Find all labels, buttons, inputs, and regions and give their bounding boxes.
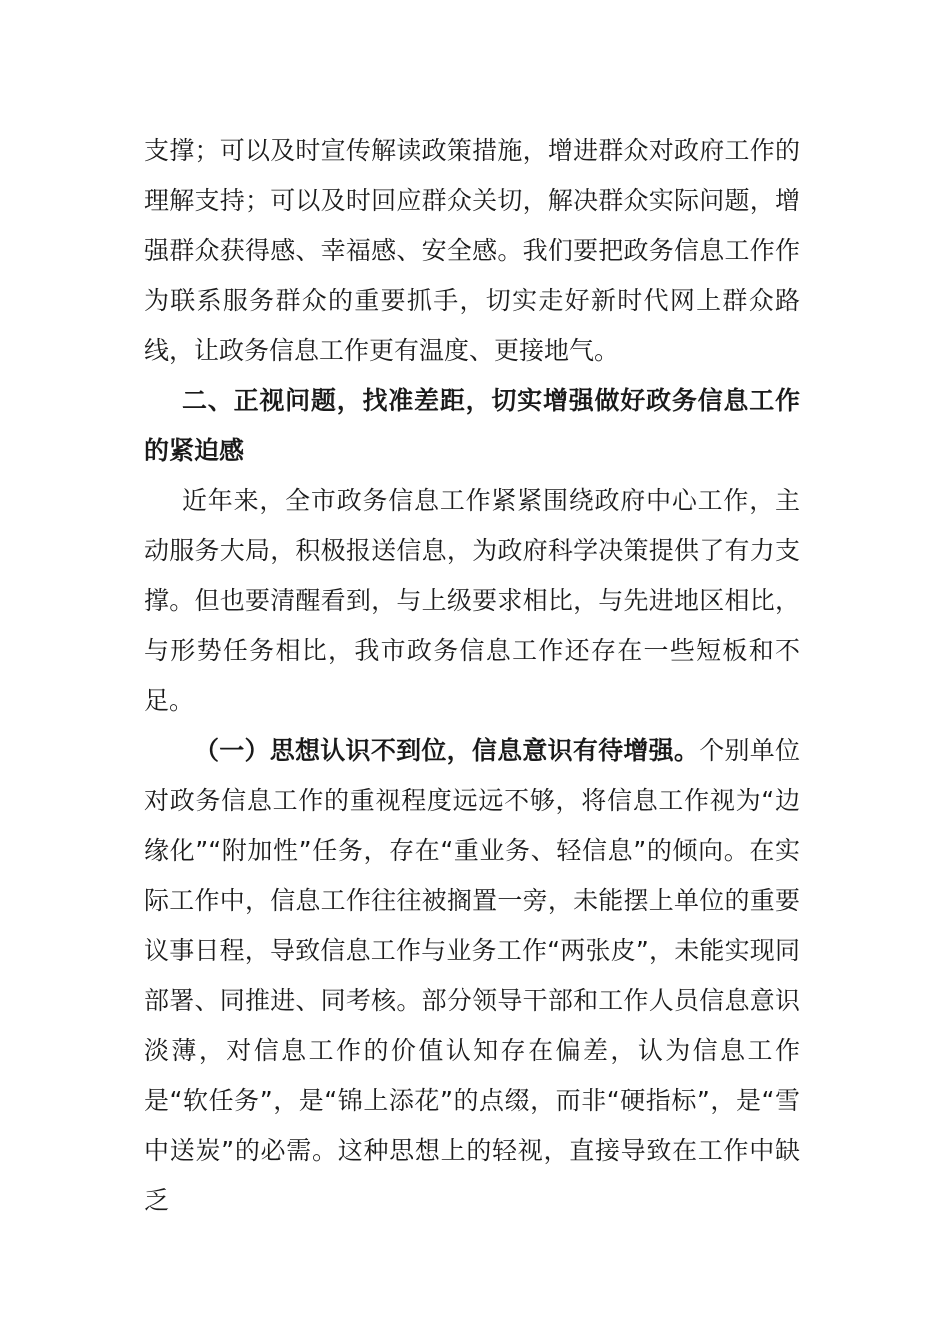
subsection-body: 个别单位对政务信息工作的重视程度远远不够，将信息工作视为“边缘化”“附加性”任务，存在“重业务、轻信息”的倾向。在实际工作中，信息工作往往被搁置一旁，未能摆上单位的重要议事日程，导致信息工作与业务工作“两张皮”，未能实现同部署、同推进、同考核。部分领导干部和工作人员信息意识淡薄，对信息工作的价值认知存在偏差，认为信息工作是“软任务”，是“锦上添花”的点缀，而非“硬指标”，是“雪中送炭”的必需。这种思想上的轻视，直接导致在工作中缺乏 (144, 736, 800, 1215)
paragraph-continuation: 支撑；可以及时宣传解读政策措施，增进群众对政府工作的理解支持；可以及时回应群众关切，解决群众实际问题，增强群众获得感、幸福感、安全感。我们要把政务信息工作作为联系服务群众的重要抓手，切实走好新时代网上群众路线，让政务信息工作更有温度、更接地气。 (144, 136, 800, 365)
document-body (144, 126, 800, 1226)
paragraph-overview: 近年来，全市政务信息工作紧紧围绕政府中心工作，主动服务大局，积极报送信息，为政府科学决策提供了有力支撑。但也要清醒看到，与上级要求相比，与先进地区相比，与形势任务相比，我市政务信息工作还存在一些短板和不足。 (144, 486, 800, 715)
subsection-lead: （一）思想认识不到位，信息意识有待增强。 (194, 736, 700, 765)
paragraph-subsection-one (144, 726, 800, 1226)
section-heading-two: 二、正视问题，找准差距，切实增强做好政务信息工作的紧迫感 (144, 386, 800, 465)
